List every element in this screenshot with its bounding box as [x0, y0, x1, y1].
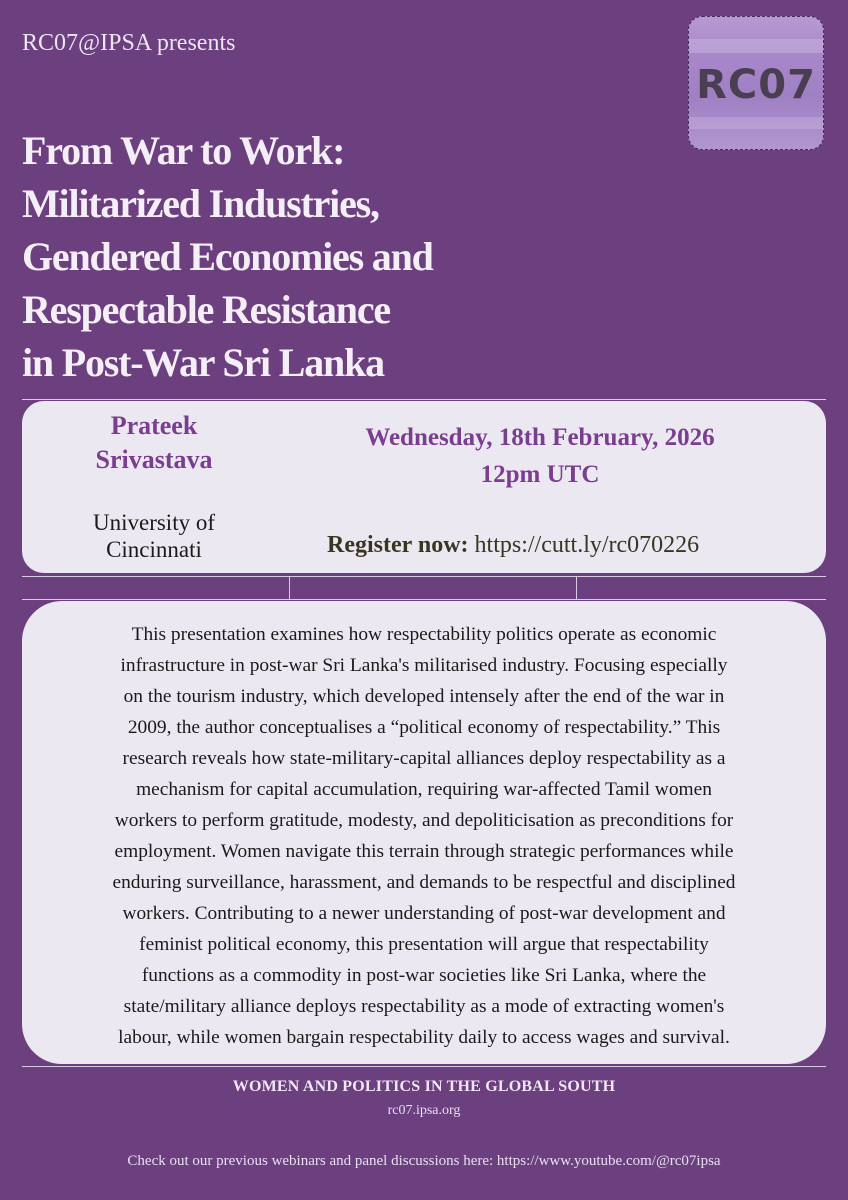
- speaker-name: [54, 409, 254, 477]
- register-link[interactable]: https://cutt.ly/rc070226: [474, 532, 700, 558]
- abstract-line: 2009, the author conceptualises a “political economy of respectability.” This: [127, 717, 721, 738]
- rc07-logo: [688, 16, 824, 150]
- abstract-panel: [22, 601, 826, 1064]
- website-link[interactable]: rc07.ipsa.org: [387, 1103, 461, 1118]
- speaker-last-name: Srivastava: [95, 445, 213, 474]
- abstract-text: [40, 619, 808, 1053]
- abstract-line: infrastructure in post-war Sri Lanka's militarised industry. Focusing especially: [120, 655, 728, 676]
- logo-text: RC07: [696, 62, 816, 108]
- abstract-line: workers to perform gratitude, modesty, and depoliticisation as preconditions for: [114, 810, 734, 831]
- series-title: WOMEN AND POLITICS IN THE GLOBAL SOUTH: [232, 1078, 616, 1095]
- abstract-line: labour, while women bargain respectability daily to access wages and survival.: [118, 1027, 730, 1048]
- event-time: 12pm UTC: [480, 461, 600, 488]
- event-info-panel: [22, 401, 826, 573]
- register-label: Register now:: [327, 532, 469, 558]
- title-line: From War to Work:: [22, 128, 345, 173]
- divider-line: [22, 399, 826, 400]
- divider-line: [289, 576, 290, 600]
- event-date: Wednesday, 18th February, 2026: [365, 424, 715, 451]
- speaker-affiliation: [54, 509, 254, 563]
- title-line: Gendered Economies and: [22, 234, 433, 279]
- divider-line: [22, 576, 826, 577]
- previous-webinars-link[interactable]: Check out our previous webinars and panel discussions here: https://www.youtube.com/@rc07ipsa: [127, 1153, 721, 1169]
- abstract-line: functions as a commodity in post-war societies like Sri Lanka, where the: [141, 965, 707, 986]
- title-line: Respectable Resistance: [22, 287, 390, 332]
- abstract-line: workers. Contributing to a newer understanding of post-war development and: [122, 903, 726, 924]
- divider-line: [22, 599, 826, 600]
- abstract-line: feminist political economy, this presentation will argue that respectability: [139, 934, 709, 955]
- abstract-line: on the tourism industry, which developed intensely after the end of the war in: [123, 686, 725, 707]
- divider-line: [22, 1066, 826, 1067]
- abstract-line: mechanism for capital accumulation, requiring war-affected Tamil women: [136, 779, 712, 800]
- event-datetime: [322, 419, 758, 493]
- title-line: in Post-War Sri Lanka: [22, 340, 384, 385]
- register-line: [327, 530, 787, 560]
- abstract-line: state/military alliance deploys respectability as a mode of extracting women's: [123, 996, 725, 1017]
- title-line: Militarized Industries,: [22, 181, 379, 226]
- abstract-line: This presentation examines how respectability politics operate as economic: [131, 624, 717, 645]
- abstract-line: employment. Women navigate this terrain through strategic performances while: [114, 841, 734, 862]
- divider-line: [576, 576, 577, 600]
- presents-text: RC07@IPSA presents: [22, 30, 236, 56]
- affiliation-line: Cincinnati: [106, 537, 202, 562]
- event-title: [22, 124, 662, 389]
- affiliation-line: University of: [92, 510, 215, 535]
- abstract-line: enduring surveillance, harassment, and demands to be respectful and disciplined: [112, 872, 736, 893]
- abstract-line: research reveals how state-military-capital alliances deploy respectability as a: [122, 748, 726, 769]
- speaker-first-name: Prateek: [110, 411, 198, 440]
